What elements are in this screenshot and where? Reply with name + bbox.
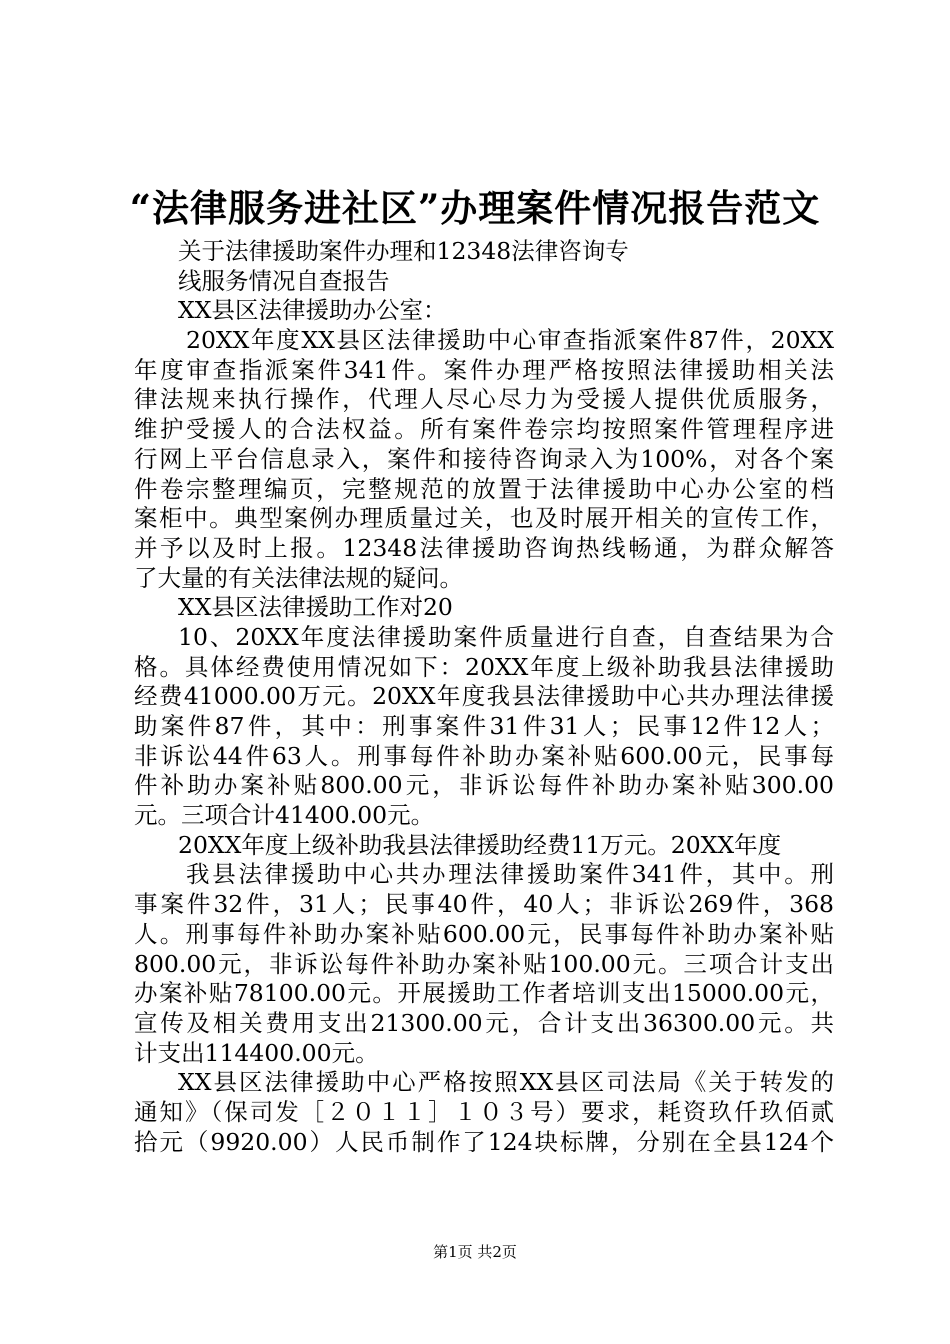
text-line: 件补助办案补贴800.00元，非诉讼每件补助办案补贴300.00: [134, 771, 834, 800]
text-line: 案柜中。典型案例办理质量过关，也及时展开相关的宣传工作，: [134, 504, 834, 533]
text-line: 非诉讼44件63人。刑事每件补助办案补贴600.00元，民事每: [134, 741, 834, 770]
text-line: 20XX年度XX县区法律援助中心审查指派案件87件，20XX: [186, 326, 834, 355]
text-line: 20XX年度上级补助我县法律援助经费11万元。20XX年度: [178, 830, 782, 859]
text-line: 元。三项合计41400.00元。: [134, 801, 435, 830]
text-line: 经费41000.00万元。20XX年度我县法律援助中心共办理法律援: [134, 682, 834, 711]
text-line: XX县区法律援助办公室：: [178, 296, 447, 325]
text-line: 件卷宗整理编页，完整规范的放置于法律援助中心办公室的档: [134, 474, 834, 503]
page-title: “法律服务进社区”办理案件情况报告范文: [129, 186, 821, 230]
text-line: XX县区法律援助工作对20: [178, 593, 453, 622]
text-line: 800.00元，非诉讼每件补助办案补贴100.00元。三项合计支出: [134, 949, 834, 978]
text-line: 关于法律援助案件办理和12348法律咨询专: [178, 237, 629, 265]
text-line: 通知》（保司发［２０１１］１０３号）要求，耗资玖仟玖佰贰: [134, 1097, 834, 1126]
text-line: 了大量的有关法律法规的疑问。: [134, 563, 463, 592]
text-line: 助案件87件，其中：刑事案件31件31人；民事12件12人；: [134, 712, 834, 740]
text-line: 事案件32件，31人；民事40件，40人；非诉讼269件，368: [134, 890, 834, 919]
text-line: 计支出114400.00元。: [134, 1038, 379, 1067]
text-line: 办案补贴78100.00元。开展援助工作者培训支出15000.00元，: [134, 979, 834, 1008]
text-line: 维护受援人的合法权益。所有案件卷宗均按照案件管理程序进: [134, 415, 834, 444]
text-line: 律法规来执行操作，代理人尽心尽力为受援人提供优质服务，: [134, 385, 834, 414]
text-line: 10、20XX年度法律援助案件质量进行自查，自查结果为合: [178, 622, 834, 651]
text-line: 年度审查指派案件341件。案件办理严格按照法律援助相关法: [134, 355, 834, 384]
text-line: XX县区法律援助中心严格按照XX县区司法局《关于转发的: [178, 1068, 834, 1097]
text-line: 宣传及相关费用支出21300.00元，合计支出36300.00元。共: [134, 1008, 834, 1037]
text-line: 线服务情况自查报告: [178, 266, 390, 295]
document-body: [134, 237, 834, 1157]
text-line: 并予以及时上报。12348法律援助咨询热线畅通，为群众解答: [134, 533, 834, 562]
text-line: 人。刑事每件补助办案补贴600.00元，民事每件补助办案补贴: [134, 919, 834, 948]
text-line: 我县法律援助中心共办理法律援助案件341件，其中。刑: [186, 860, 834, 889]
text-line: 格。具体经费使用情况如下：20XX年度上级补助我县法律援助: [134, 652, 834, 681]
text-line: 行网上平台信息录入，案件和接待咨询录入为100%，对各个案: [134, 444, 834, 473]
page-footer: 第1页 共2页: [433, 1243, 517, 1261]
text-line: 拾元（9920.00）人民币制作了124块标牌，分别在全县124个: [134, 1127, 834, 1156]
